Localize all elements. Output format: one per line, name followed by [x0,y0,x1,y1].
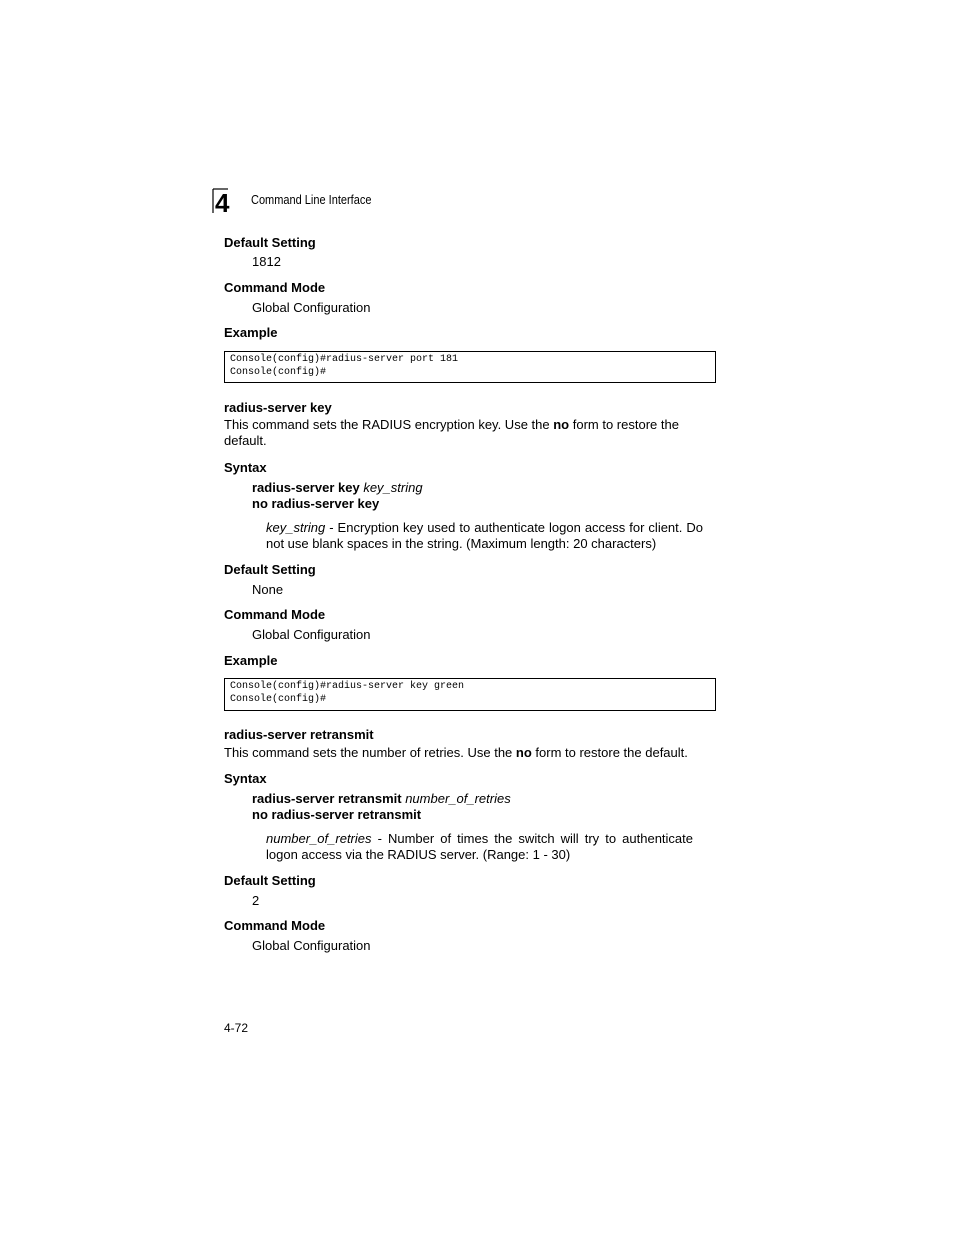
command-mode-heading: Command Mode [224,607,326,622]
default-setting-value: 2 [252,893,260,908]
code-example-box [224,351,716,383]
chapter-number-icon [212,188,238,214]
syntax-heading: Syntax [224,771,267,786]
section-title: radius-server retransmit [224,727,374,742]
parameter-description: number_of_retries - Number of times the switch will try to authenticate logon access via the RADIUS server. (Range: 1 - 30) [266,831,693,862]
default-setting-value: 1812 [252,254,281,269]
section-description: This command sets the number of retries. Use the no form to restore the default. [224,745,688,760]
svg-text:4: 4 [215,188,230,214]
code-example-box [224,678,716,711]
parameter-description: key_string - Encryption key used to authenticate logon access for client. Do not use blank spaces in the string. (Maximum length: 20 characters) [266,520,703,551]
code-line: Console(config)# [230,694,327,705]
code-line: Console(config)#radius-server port 181 [230,354,459,365]
command-mode-value: Global Configuration [252,938,371,953]
section-title: radius-server key [224,400,332,415]
syntax-command: radius-server retransmit number_of_retries [252,791,511,806]
command-mode-heading: Command Mode [224,918,326,933]
code-line: Console(config)# [230,367,327,378]
example-heading: Example [224,325,278,340]
page-number: 4-72 [224,1021,249,1035]
section-description: This command sets the RADIUS encryption key. Use the no form to restore the default. [224,417,679,448]
example-heading: Example [224,653,278,668]
syntax-no-command: no radius-server key [252,496,380,511]
code-line: Console(config)#radius-server key green [230,681,465,692]
default-setting-heading: Default Setting [224,562,316,577]
command-mode-value: Global Configuration [252,627,371,642]
default-setting-heading: Default Setting [224,873,316,888]
syntax-no-command: no radius-server retransmit [252,807,422,822]
running-header-title: Command Line Interface [251,193,372,207]
syntax-command: radius-server key key_string [252,480,423,495]
default-setting-heading: Default Setting [224,235,316,250]
command-mode-value: Global Configuration [252,300,371,315]
command-mode-heading: Command Mode [224,280,326,295]
syntax-heading: Syntax [224,460,267,475]
default-setting-value: None [252,582,284,597]
